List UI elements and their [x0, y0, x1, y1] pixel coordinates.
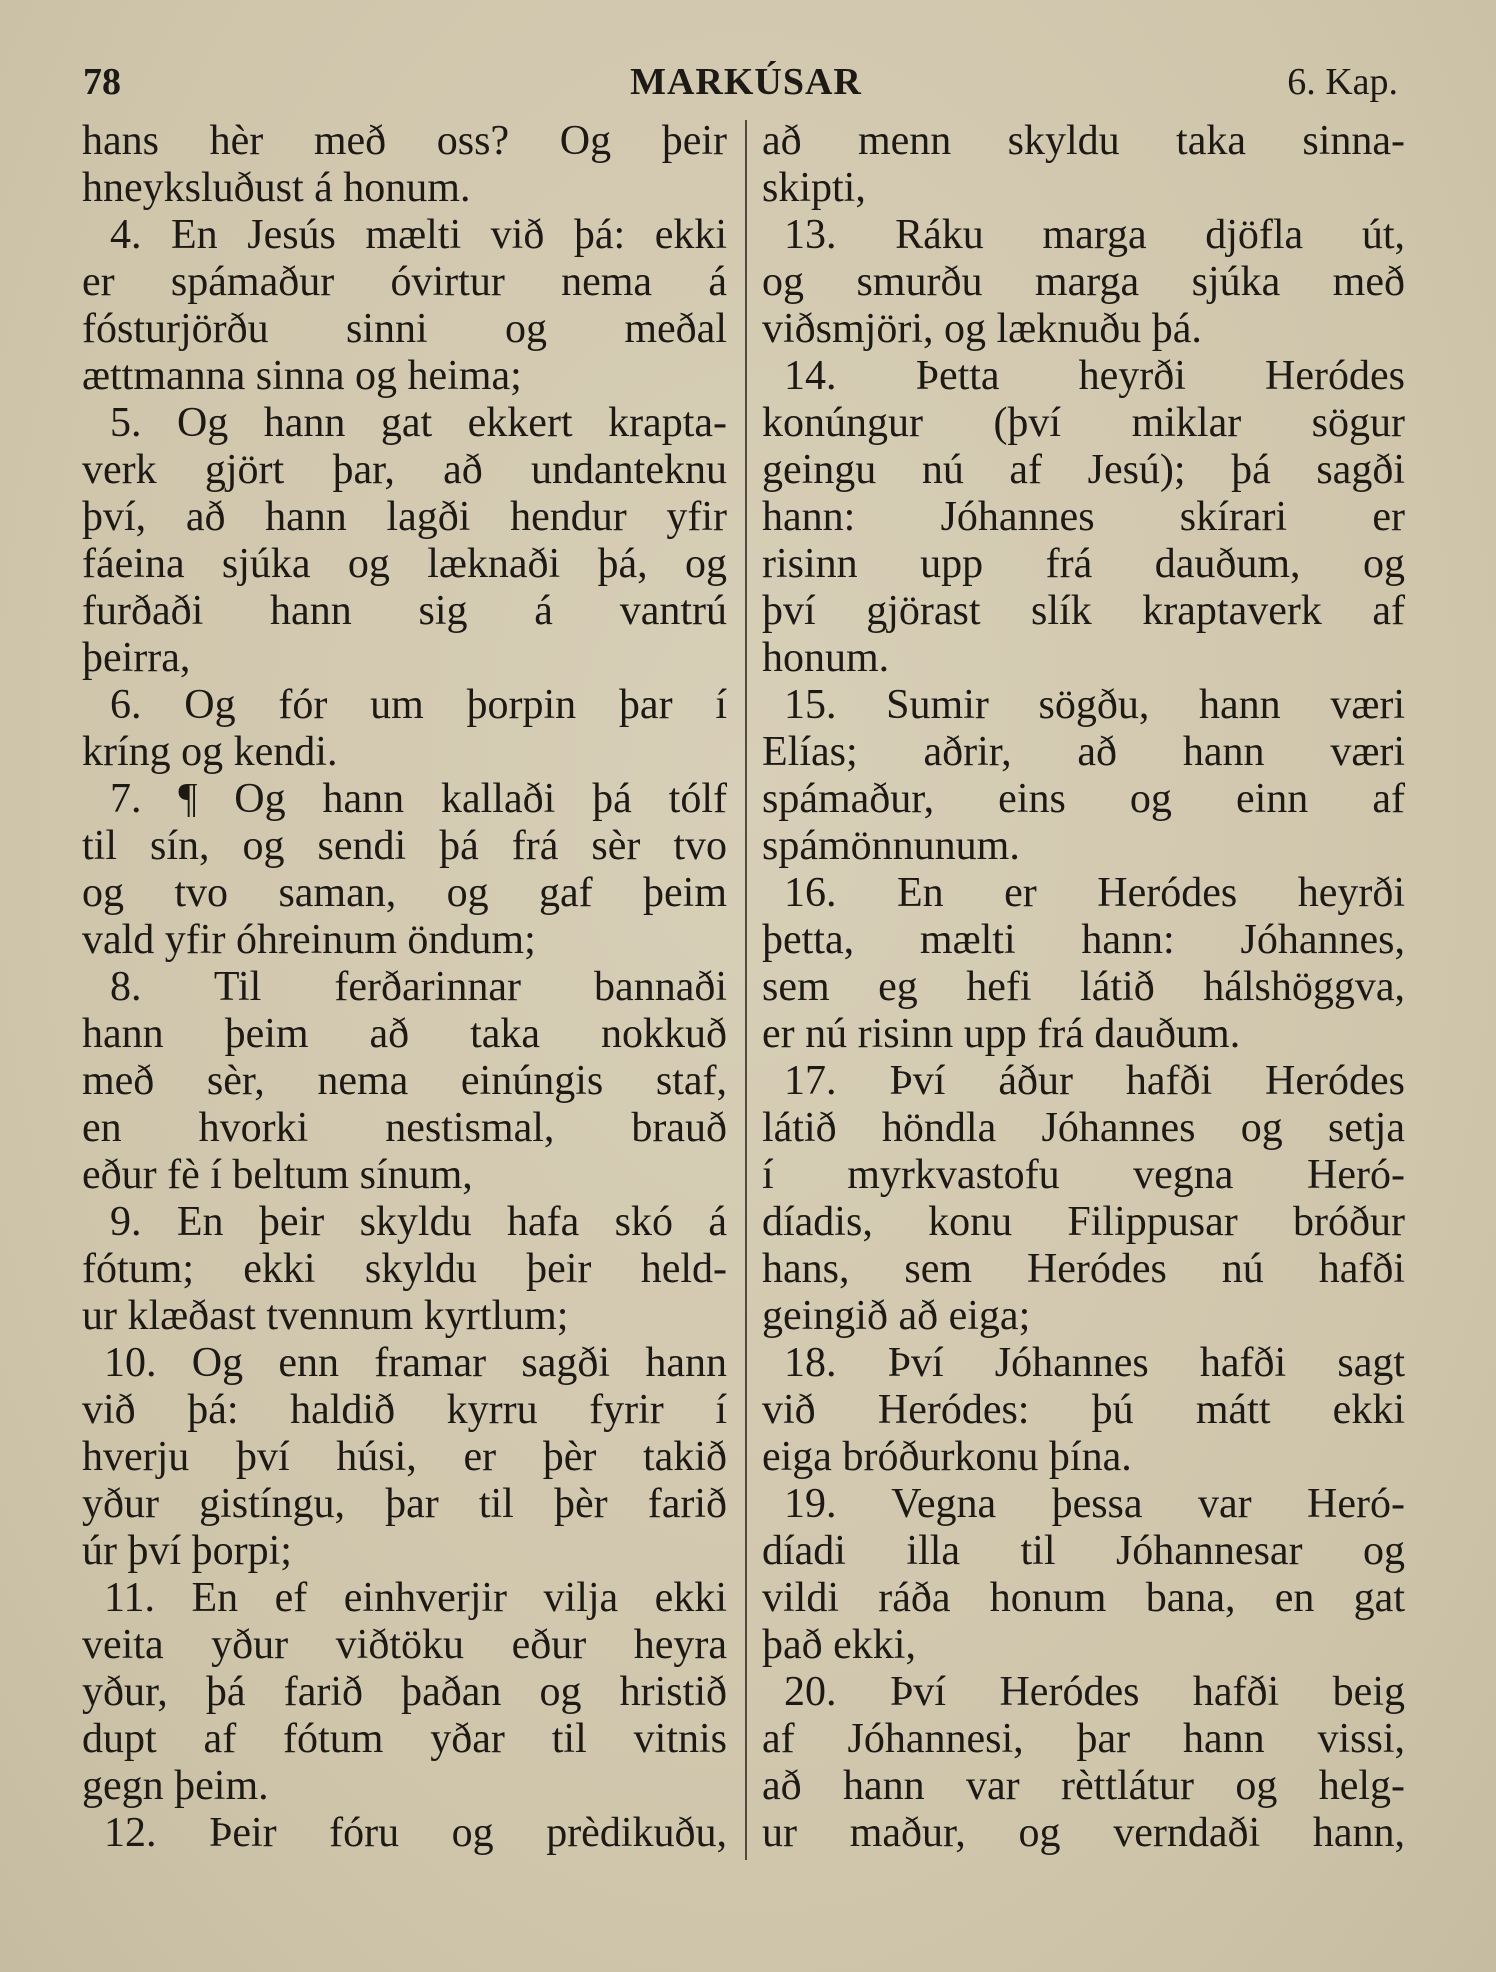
- text-line: ættmanna sinna og heima;: [82, 353, 522, 399]
- text-line: sem eg hefi látið hálshöggva,: [762, 964, 1405, 1010]
- text-line: hann: Jóhannes skírari er: [762, 494, 1405, 540]
- text-line: við Heródes: þú mátt ekki: [762, 1387, 1405, 1433]
- text-line: við þá: haldið kyrru fyrir í: [82, 1387, 727, 1433]
- text-line: hneyksluðust á honum.: [82, 165, 471, 211]
- text-line: 19. Vegna þessa var Heró-: [784, 1481, 1405, 1527]
- text-line: hans, sem Heródes nú hafði: [762, 1246, 1405, 1292]
- text-line: ur klæðast tvennum kyrtlum;: [82, 1293, 569, 1339]
- text-line: eiga bróðurkonu þína.: [762, 1434, 1132, 1480]
- text-line: en hvorki nestismal, brauð: [82, 1105, 727, 1151]
- text-line: geingu nú af Jesú); þá sagði: [762, 447, 1405, 493]
- text-line: veita yður viðtöku eður heyra: [82, 1622, 727, 1668]
- column-divider: [745, 120, 747, 1860]
- text-line: 15. Sumir sögðu, hann væri: [784, 682, 1405, 728]
- text-line: ur maður, og verndaði hann,: [762, 1810, 1405, 1856]
- text-line: geingið að eiga;: [762, 1293, 1031, 1339]
- text-line: yður, þá farið þaðan og hristið: [82, 1669, 727, 1715]
- text-line: hans hèr með oss? Og þeir: [82, 118, 727, 164]
- text-line: verk gjört þar, að undanteknu: [82, 447, 727, 493]
- text-line: fáeina sjúka og læknaði þá, og: [82, 541, 727, 587]
- text-line: 17. Því áður hafði Heródes: [784, 1058, 1405, 1104]
- text-line: spámönnunum.: [762, 823, 1020, 869]
- text-line: viðsmjöri, og læknuðu þá.: [762, 306, 1202, 352]
- text-line: vald yfir óhreinum öndum;: [82, 917, 536, 963]
- text-line: látið höndla Jóhannes og setja: [762, 1105, 1405, 1151]
- text-line: 14. Þetta heyrði Heródes: [784, 353, 1405, 399]
- text-line: 5. Og hann gat ekkert krapta-: [110, 400, 727, 446]
- text-line: úr því þorpi;: [82, 1528, 292, 1574]
- chapter-label: 6. Kap.: [1287, 61, 1398, 103]
- left-column: [82, 118, 727, 1857]
- text-line: er nú risinn upp frá dauðum.: [762, 1011, 1241, 1057]
- text-line: 12. Þeir fóru og prèdikuðu,: [104, 1810, 727, 1856]
- text-line: dupt af fótum yðar til vitnis: [82, 1716, 727, 1762]
- text-line: risinn upp frá dauðum, og: [762, 541, 1405, 587]
- text-line: honum.: [762, 635, 890, 681]
- text-line: 9. En þeir skyldu hafa skó á: [110, 1199, 727, 1245]
- text-line: 20. Því Heródes hafði beig: [784, 1669, 1405, 1715]
- running-title: MARKÚSAR: [630, 61, 862, 103]
- text-line: 18. Því Jóhannes hafði sagt: [784, 1340, 1405, 1386]
- text-line: yður gistíngu, þar til þèr farið: [82, 1481, 727, 1527]
- text-line: 7. ¶ Og hann kallaði þá tólf: [110, 776, 727, 822]
- text-line: díadis, konu Filippusar bróður: [762, 1199, 1405, 1245]
- text-line: að hann var rèttlátur og helg-: [762, 1763, 1405, 1809]
- text-line: fótum; ekki skyldu þeir held-: [82, 1246, 727, 1292]
- text-line: 13. Ráku marga djöfla út,: [784, 212, 1405, 258]
- text-line: 4. En Jesús mælti við þá: ekki: [110, 212, 727, 258]
- text-line: 16. En er Heródes heyrði: [784, 870, 1405, 916]
- text-line: og smurðu marga sjúka með: [762, 259, 1405, 305]
- text-line: kríng og kendi.: [82, 729, 338, 775]
- text-line: í myrkvastofu vegna Heró-: [762, 1152, 1405, 1198]
- text-line: 8. Til ferðarinnar bannaði: [110, 964, 727, 1010]
- text-line: Elías; aðrir, að hann væri: [762, 729, 1405, 775]
- text-line: því, að hann lagði hendur yfir: [82, 494, 727, 540]
- text-line: eður fè í beltum sínum,: [82, 1152, 473, 1198]
- text-line: spámaður, eins og einn af: [762, 776, 1405, 822]
- text-line: gegn þeim.: [82, 1763, 269, 1809]
- text-line: díadi illa til Jóhannesar og: [762, 1528, 1405, 1574]
- text-line: 11. En ef einhverjir vilja ekki: [104, 1575, 727, 1621]
- text-line: fósturjörðu sinni og meðal: [82, 306, 727, 352]
- right-column: [762, 118, 1405, 1857]
- text-line: 10. Og enn framar sagði hann: [104, 1340, 727, 1386]
- text-line: þeirra,: [82, 635, 191, 681]
- text-line: konúngur (því miklar sögur: [762, 400, 1405, 446]
- text-line: furðaði hann sig á vantrú: [82, 588, 727, 634]
- page-number: 78: [83, 61, 121, 103]
- text-line: með sèr, nema einúngis staf,: [82, 1058, 727, 1104]
- text-line: þetta, mælti hann: Jóhannes,: [762, 917, 1405, 963]
- text-line: og tvo saman, og gaf þeim: [82, 870, 727, 916]
- text-line: hann þeim að taka nokkuð: [82, 1011, 727, 1057]
- text-line: hverju því húsi, er þèr takið: [82, 1434, 727, 1480]
- text-line: að menn skyldu taka sinna-: [762, 118, 1405, 164]
- text-line: skipti,: [762, 165, 866, 211]
- text-line: vildi ráða honum bana, en gat: [762, 1575, 1405, 1621]
- text-line: það ekki,: [762, 1622, 916, 1668]
- text-line: því gjörast slík kraptaverk af: [762, 588, 1405, 634]
- text-line: til sín, og sendi þá frá sèr tvo: [82, 823, 727, 869]
- text-line: 6. Og fór um þorpin þar í: [110, 682, 727, 728]
- text-line: er spámaður óvirtur nema á: [82, 259, 727, 305]
- text-line: af Jóhannesi, þar hann vissi,: [762, 1716, 1405, 1762]
